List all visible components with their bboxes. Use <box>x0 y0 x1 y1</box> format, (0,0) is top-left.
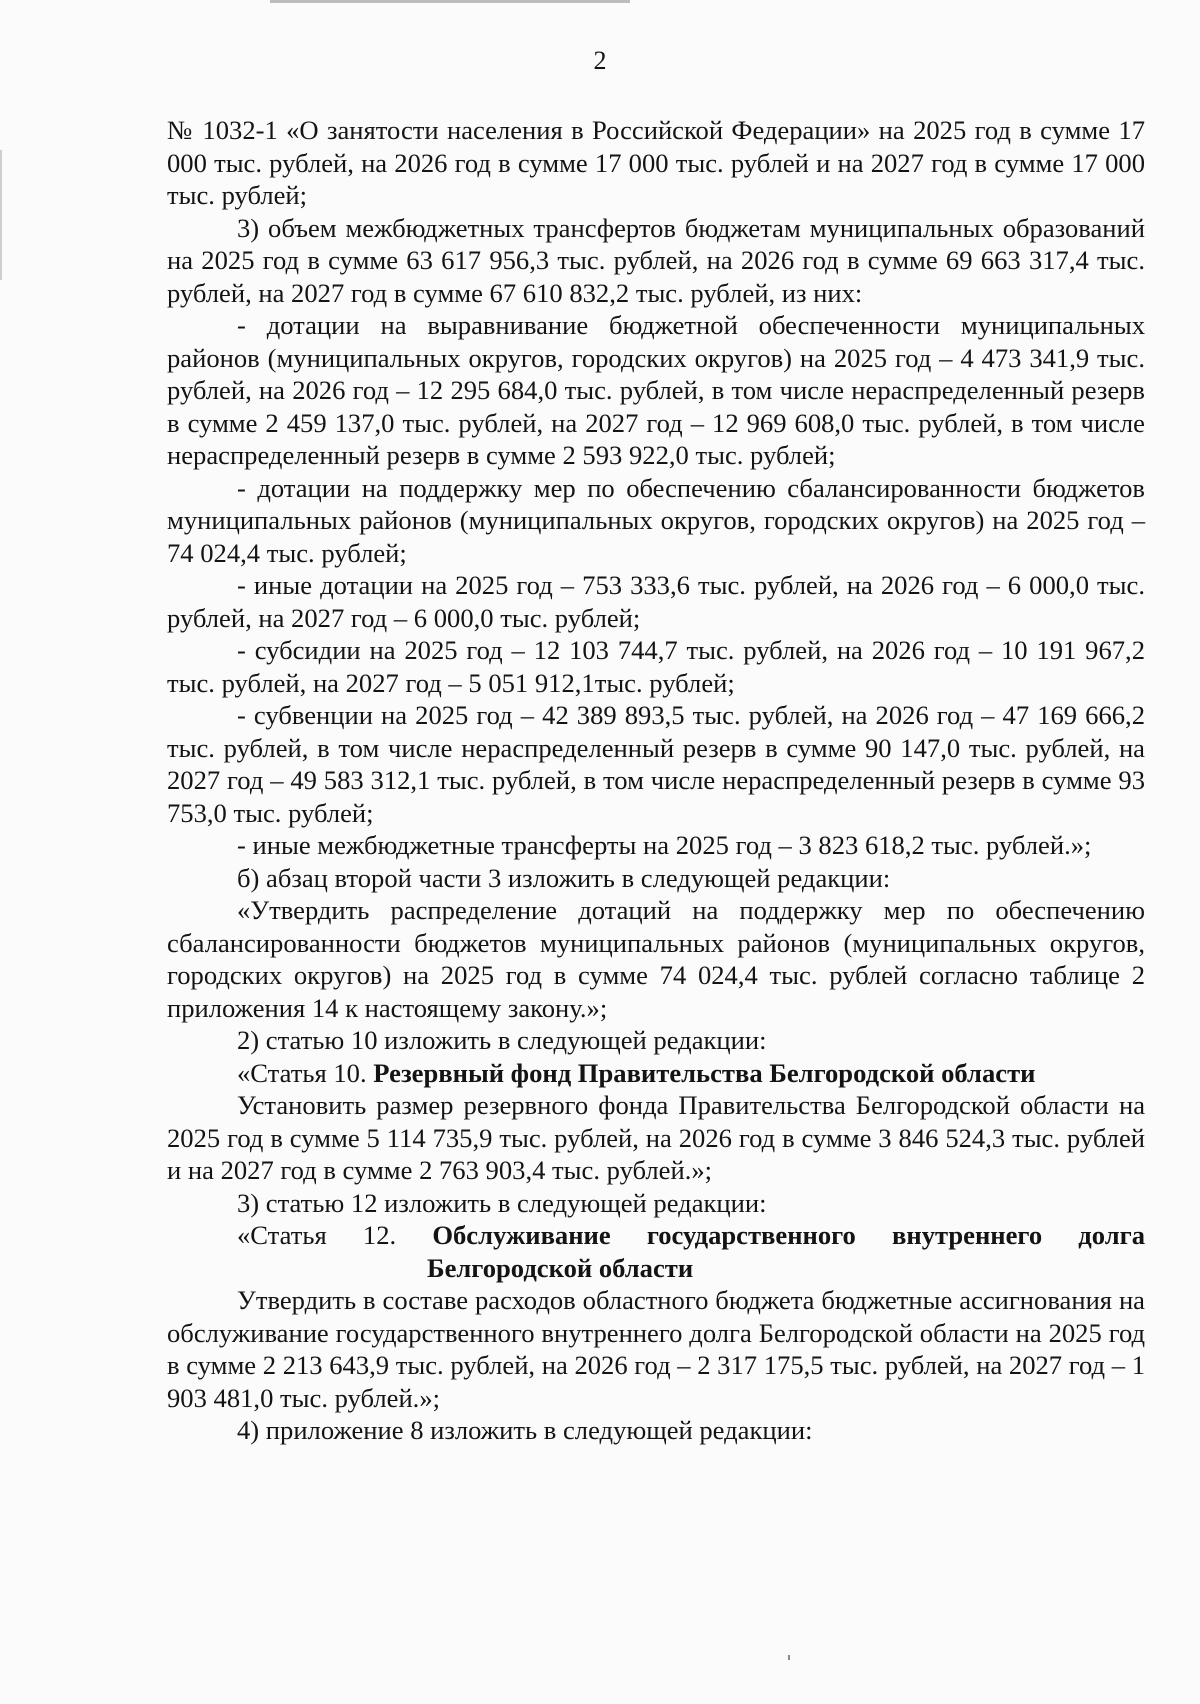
paragraph-item-2: 2) статью 10 изложить в следующей редакции: <box>237 1025 767 1055</box>
paragraph-other-transfers: - иные межбюджетные трансферты на 2025 год – 3 823 618,2 тыс. рублей.»; <box>237 830 1092 860</box>
paragraph-subsidies: - субсидии на 2025 год – 12 103 744,7 тыс. рублей, на 2026 год – 10 191 967,2 тыс. рублей, на 2027 год – 5 051 912,1тыс. рублей; <box>167 635 1145 698</box>
top-scan-rule <box>270 0 630 3</box>
paragraph-continuation: № 1032-1 «О занятости населения в Российской Федерации» на 2025 год в сумме 17 000 тыс. рублей, на 2026 год в сумме 17 000 тыс. рублей и на 2027 год в сумме 17 000 тыс. рублей; <box>167 115 1145 210</box>
article-12-body: Утвердить в составе расходов областного бюджета бюджетные ассигнования на обслуживание государственного внутреннего долга Белгородской области на 2025 год в сумме 2 213 643,9 тыс. рублей, на 2026 год – 2 317 175,5 тыс. рублей, на 2027 год – 1 903 481,0 тыс. рублей.»; <box>167 1285 1145 1413</box>
article-10-title: Резервный фонд Правительства Белгородской области <box>373 1057 1036 1088</box>
paragraph-equalization-subsidies: - дотации на выравнивание бюджетной обеспеченности муниципальных районов (муниципальных округов, городских округов) на 2025 год – 4 473 341,9 тыс. рублей, на 2026 год – 12 295 684,0 тыс. рублей, в том числе нераспределенный резерв в сумме 2 459 137,0 тыс. рублей, на 2027 год – 12 969 608,0 тыс. рублей, в том числе нераспределенный резерв в сумме 2 593 922,0 тыс. рублей; <box>167 310 1145 470</box>
page-number: 2 <box>593 46 607 75</box>
article-10-heading <box>167 1057 1145 1090</box>
paragraph-subventions: - субвенции на 2025 год – 42 389 893,5 тыс. рублей, на 2026 год – 47 169 666,2 тыс. рублей, в том числе нераспределенный резерв в сумме 90 147,0 тыс. рублей, на 2027 год – 49 583 312,1 тыс. рублей, в том числе нераспределенный резерв в сумме 93 753,0 тыс. рублей; <box>167 700 1145 828</box>
paragraph-balance-subsidies: - дотации на поддержку мер по обеспечению сбалансированности бюджетов муниципальных районов (муниципальных округов, городских округов) на 2025 год – 74 024,4 тыс. рублей; <box>167 472 1145 568</box>
article-10-prefix: «Статья 10. <box>237 1057 374 1088</box>
paragraph-approve-distribution: «Утвердить распределение дотаций на поддержку мер по обеспечению сбалансированности бюджетов муниципальных районов (муниципальных округов, городских округов) на 2025 год в сумме 74 024,4 тыс. рублей согласно таблице 2 приложения 14 к настоящему закону.»; <box>167 895 1145 1023</box>
article-12-prefix: «Статья 12. <box>237 1220 433 1250</box>
article-12-heading <box>167 1219 1145 1284</box>
paragraph-other-subsidies: - иные дотации на 2025 год – 753 333,6 тыс. рублей, на 2026 год – 6 000,0 тыс. рублей, на 2027 год – 6 000,0 тыс. рублей; <box>167 570 1145 633</box>
paragraph-item-3: 3) статью 12 изложить в следующей редакции: <box>237 1187 767 1218</box>
paragraph-subitem-b: б) абзац второй части 3 изложить в следующей редакции: <box>237 862 891 893</box>
document-body <box>167 114 1145 1447</box>
scan-artifact <box>788 1655 790 1660</box>
paragraph-item-3-transfers: 3) объем межбюджетных трансфертов бюджетам муниципальных образований на 2025 год в сумме 63 617 956,3 тыс. рублей, на 2026 год в сумме 69 663 317,4 тыс. рублей, на 2027 год в сумме 67 610 832,2 тыс. рублей, из них: <box>167 212 1145 308</box>
left-margin-mark <box>0 150 2 280</box>
paragraph-item-4: 4) приложение 8 изложить в следующей редакции: <box>237 1415 813 1445</box>
article-10-body: Установить размер резервного фонда Правительства Белгородской области на 2025 год в сумме 5 114 735,9 тыс. рублей, на 2026 год в сумме 3 846 524,3 тыс. рублей и на 2027 год в сумме 2 763 903,4 тыс. рублей.»; <box>167 1090 1145 1185</box>
article-12-title: Обслуживание государственного внутреннего долга Белгородской области <box>427 1220 1145 1283</box>
